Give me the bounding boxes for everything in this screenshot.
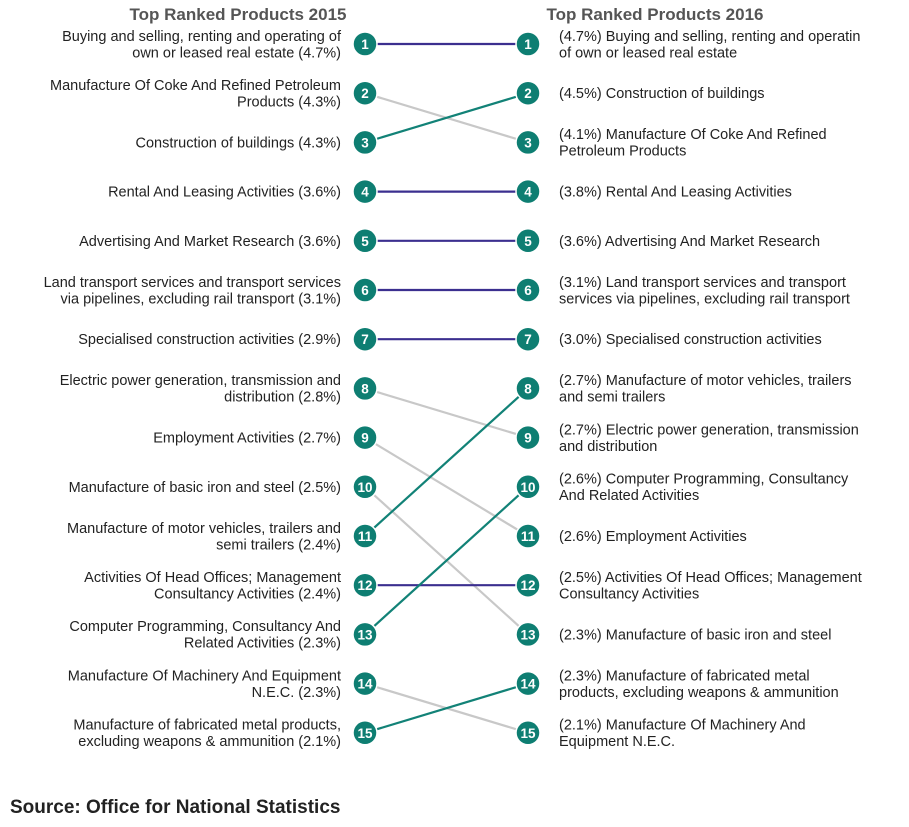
- right-label-10: [559, 472, 849, 505]
- right-label-1-line-2: of own or leased real estate: [559, 45, 738, 62]
- left-badge-number-9: 9: [361, 430, 369, 446]
- left-badge-number-4: 4: [361, 184, 369, 200]
- right-badge-number-10: 10: [520, 479, 536, 495]
- left-badge-number-7: 7: [361, 332, 369, 348]
- left-rank-badge-12: [353, 573, 377, 597]
- title-2015: Top Ranked Products 2015: [129, 5, 347, 24]
- right-label-13: [559, 627, 831, 643]
- right-label-15: [559, 718, 806, 751]
- right-badge-number-4: 4: [524, 184, 532, 200]
- right-rank-badge-15: [516, 721, 540, 745]
- left-rank-badge-1: [353, 32, 377, 56]
- left-badge-number-11: 11: [357, 529, 373, 544]
- right-label-6: [559, 275, 850, 308]
- right-label-3: [559, 127, 827, 160]
- right-label-9-line-2: and distribution: [559, 438, 658, 455]
- right-label-12-line-2: Consultancy Activities: [559, 586, 700, 603]
- left-badge-number-15: 15: [357, 725, 373, 741]
- right-badge-number-1: 1: [524, 37, 532, 52]
- left-badge-number-2: 2: [361, 86, 369, 102]
- right-label-8-line-2: and semi trailers: [559, 389, 666, 406]
- left-label-1: [62, 29, 342, 62]
- right-rank-badge-13: [516, 622, 540, 646]
- link-11-to-8: [365, 388, 528, 536]
- left-rank-badge-4: [353, 180, 377, 204]
- left-label-5: [79, 234, 341, 250]
- right-label-11-line-1: (2.6%) Employment Activities: [559, 529, 747, 545]
- left-label-15: [73, 718, 341, 751]
- left-badge-number-8: 8: [361, 381, 369, 397]
- left-label-8-line-1: Electric power generation, transmission and: [59, 373, 341, 390]
- left-label-12-line-1: Activities Of Head Offices; Management: [84, 569, 341, 586]
- left-rank-badge-11: [353, 524, 377, 548]
- right-label-10-line-2: And Related Activities: [559, 488, 700, 505]
- right-label-14: [559, 668, 839, 701]
- left-label-10: [69, 480, 341, 496]
- left-badge-number-1: 1: [361, 37, 369, 52]
- right-label-11: [559, 529, 747, 545]
- left-label-13-line-2: Related Activities (2.3%): [183, 635, 341, 652]
- link-8-to-9: [365, 388, 528, 437]
- left-rank-badge-10: [353, 475, 377, 499]
- left-badge-number-10: 10: [357, 479, 373, 495]
- left-label-2: [50, 78, 341, 111]
- left-rank-badge-7: [353, 327, 377, 351]
- right-label-6-line-1: (3.1%) Land transport services and transport: [559, 274, 846, 291]
- right-label-7: [559, 332, 822, 348]
- left-badge-number-14: 14: [357, 676, 373, 692]
- right-rank-badge-4: [516, 180, 540, 204]
- left-label-2-line-1: Manufacture Of Coke And Refined Petroleum: [50, 77, 341, 94]
- left-badge-number-5: 5: [361, 233, 369, 249]
- right-badge-number-15: 15: [520, 725, 536, 741]
- left-label-8-line-2: distribution (2.8%): [224, 389, 341, 406]
- right-badge-number-12: 12: [520, 578, 536, 594]
- right-label-8-line-1: (2.7%) Manufacture of motor vehicles, trailers: [559, 373, 852, 390]
- right-rank-badge-1: [516, 32, 540, 56]
- right-label-12: [559, 570, 862, 603]
- right-label-14-line-1: (2.3%) Manufacture of fabricated metal: [559, 668, 810, 685]
- left-badge-number-3: 3: [361, 135, 369, 151]
- left-rank-badge-14: [353, 672, 377, 696]
- left-label-14: [68, 668, 341, 701]
- left-label-12: [84, 570, 341, 603]
- right-label-15-line-2: Equipment N.E.C.: [559, 734, 676, 751]
- right-label-3-line-1: (4.1%) Manufacture Of Coke And Refined: [559, 127, 827, 144]
- right-rank-badge-8: [516, 376, 540, 400]
- left-label-9-line-1: Employment Activities (2.7%): [153, 430, 341, 447]
- left-label-14-line-2: N.E.C. (2.3%): [251, 684, 341, 701]
- left-rank-badge-13: [353, 622, 377, 646]
- left-label-15-line-2: excluding weapons & ammunition (2.1%): [78, 734, 341, 751]
- left-label-11-line-1: Manufacture of motor vehicles, trailers and: [66, 520, 341, 537]
- left-label-10-line-1: Manufacture of basic iron and steel (2.5%): [68, 479, 341, 496]
- left-badge-number-13: 13: [357, 627, 373, 643]
- right-label-9: [559, 422, 859, 455]
- right-label-2: [559, 86, 765, 102]
- left-label-14-line-1: Manufacture Of Machinery And Equipment: [67, 668, 341, 685]
- right-label-15-line-1: (2.1%) Manufacture Of Machinery And: [559, 717, 806, 734]
- right-badge-number-9: 9: [524, 430, 532, 446]
- left-label-8: [60, 373, 341, 406]
- left-badge-number-6: 6: [361, 283, 369, 298]
- right-label-5-line-1: (3.6%) Advertising And Market Research: [559, 233, 821, 250]
- title-2016: Top Ranked Products 2016: [546, 5, 764, 24]
- right-rank-badge-2: [516, 81, 540, 105]
- left-label-3-line-1: Construction of buildings (4.3%): [135, 135, 341, 152]
- right-badge-number-5: 5: [524, 233, 532, 249]
- right-rank-badge-11: [516, 524, 540, 548]
- product-labels: [44, 29, 862, 750]
- right-label-4-line-1: (3.8%) Rental And Leasing Activities: [559, 184, 792, 201]
- left-rank-badge-8: [353, 376, 377, 400]
- right-rank-badge-9: [516, 426, 540, 450]
- right-label-10-line-1: (2.6%) Computer Programming, Consultancy: [559, 471, 849, 488]
- left-label-2-line-2: Products (4.3%): [237, 94, 341, 111]
- left-label-11: [67, 521, 341, 554]
- right-badge-number-11: 11: [520, 529, 536, 544]
- left-label-13: [69, 619, 341, 652]
- left-label-6-line-2: via pipelines, excluding rail transport (3.1%): [60, 291, 341, 308]
- right-label-2-line-1: (4.5%) Construction of buildings: [559, 86, 765, 103]
- right-label-14-line-2: products, excluding weapons & ammunition: [559, 684, 839, 701]
- right-badge-number-7: 7: [524, 332, 532, 348]
- left-rank-badge-5: [353, 229, 377, 253]
- left-label-7: [78, 332, 341, 348]
- left-label-4-line-1: Rental And Leasing Activities (3.6%): [108, 184, 341, 201]
- left-label-1-line-2: own or leased real estate (4.7%): [132, 45, 341, 62]
- right-badge-number-13: 13: [520, 627, 536, 643]
- left-rank-badge-3: [353, 130, 377, 154]
- left-rank-badge-6: [353, 278, 377, 302]
- left-label-12-line-2: Consultancy Activities (2.4%): [154, 586, 341, 603]
- left-label-1-line-1: Buying and selling, renting and operating of: [62, 28, 341, 45]
- left-rank-badge-2: [353, 81, 377, 105]
- link-9-to-11: [365, 438, 528, 536]
- right-label-1-line-1: (4.7%) Buying and selling, renting and operatin: [559, 28, 861, 45]
- left-label-9: [153, 431, 341, 447]
- right-label-5: [559, 234, 820, 250]
- right-rank-badge-3: [516, 130, 540, 154]
- right-rank-badge-10: [516, 475, 540, 499]
- source-note: Source: Office for National Statistics: [10, 797, 341, 818]
- right-badge-number-3: 3: [524, 135, 532, 151]
- right-rank-badge-5: [516, 229, 540, 253]
- right-label-6-line-2: services via pipelines, excluding rail transport: [559, 291, 850, 308]
- right-rank-badge-6: [516, 278, 540, 302]
- right-label-4: [559, 185, 792, 201]
- left-label-6-line-1: Land transport services and transport services: [43, 274, 341, 291]
- left-rank-badge-15: [353, 721, 377, 745]
- right-label-9-line-1: (2.7%) Electric power generation, transmission: [559, 422, 859, 439]
- rank-badges: [353, 32, 540, 745]
- right-rank-badge-7: [516, 327, 540, 351]
- right-rank-badge-12: [516, 573, 540, 597]
- left-label-5-line-1: Advertising And Market Research (3.6%): [79, 233, 341, 250]
- right-badge-number-8: 8: [524, 381, 532, 397]
- right-label-1: [559, 29, 860, 62]
- right-badge-number-14: 14: [520, 676, 536, 692]
- right-label-8: [559, 373, 852, 406]
- right-label-7-line-1: (3.0%) Specialised construction activities: [559, 332, 822, 349]
- left-label-4: [108, 185, 341, 201]
- left-label-11-line-2: semi trailers (2.4%): [216, 537, 341, 554]
- right-badge-number-6: 6: [524, 283, 532, 298]
- rank-change-lines: [365, 44, 528, 733]
- right-label-13-line-1: (2.3%) Manufacture of basic iron and steel: [559, 627, 832, 644]
- right-label-3-line-2: Petroleum Products: [559, 143, 687, 160]
- left-label-3: [135, 135, 341, 151]
- left-label-15-line-1: Manufacture of fabricated metal products,: [73, 717, 341, 734]
- right-rank-badge-14: [516, 672, 540, 696]
- left-label-13-line-1: Computer Programming, Consultancy And: [69, 619, 341, 636]
- left-badge-number-12: 12: [357, 578, 373, 594]
- left-label-7-line-1: Specialised construction activities (2.9%): [78, 332, 341, 349]
- right-label-12-line-1: (2.5%) Activities Of Head Offices; Management: [559, 569, 862, 586]
- left-label-6: [44, 275, 341, 308]
- left-rank-badge-9: [353, 426, 377, 450]
- right-badge-number-2: 2: [524, 86, 532, 102]
